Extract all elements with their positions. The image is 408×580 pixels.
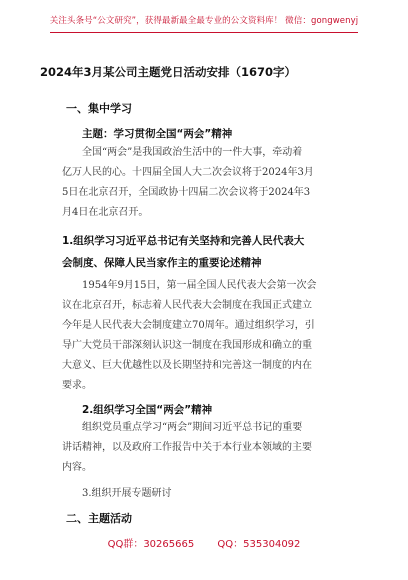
paragraph-line: 月4日在北京召开。 [62,207,149,218]
paragraph-line: 要求。 [62,380,92,391]
header-divider [50,32,358,33]
item2-heading: 2.组织学习全国“两会”精神 [82,404,213,416]
footer-contact [0,535,408,550]
paragraph-line: 内容。 [62,462,92,473]
paragraph-line: 大意义、巨大优越性以及长期坚持和完善这一制度的内在 [62,360,312,371]
footer-qq: QQ：535304092 [217,539,301,550]
section-heading-2: 二、主题活动 [66,512,132,525]
paragraph-line: 今年是人民代表大会制度建立70周年。通过组织学习，引 [62,320,315,331]
document-title: 2024年3月某公司主题党日活动安排（1670字） [40,65,297,79]
item2-paragraph [62,418,356,478]
section-heading-1: 一、集中学习 [66,102,132,115]
heading-line: 1.组织学习习近平总书记有关坚持和完善人民代表大 [62,235,305,247]
footer-qq-group: QQ群：30265665 [107,539,195,550]
item1-paragraph [62,276,356,396]
paragraph-line: 全国“两会”是我国政治生活中的一件大事，牵动着 [82,147,303,158]
paragraph-line: 议在北京召开，标志着人民代表大会制度在我国正式建立 [62,300,312,311]
paragraph-line: 讲话精神，以及政府工作报告中关于本行业本领域的主要 [62,442,312,453]
item1-heading [62,230,356,274]
paragraph-line: 组织党员重点学习“两会”期间习近平总书记的重要 [82,422,303,433]
theme-heading: 主题：学习贯彻全国“两会”精神 [82,128,233,140]
paragraph-line: 亿万人民的心。十四届全国人大二次会议将于2024年3月 [62,167,314,178]
paragraph-line: 导广大党员干部深刻认识这一制度在我国形成和确立的重 [62,340,312,351]
paragraph-line: 1954年9月15日，第一届全国人民代表大会第一次会 [82,280,317,291]
heading-line: 会制度、保障人民当家作主的重要论述精神 [62,257,262,269]
paragraph-line: 5日在北京召开，全国政协十四届二次会议将于2024年3 [62,187,311,198]
header-banner: 关注头条号“公文研究”，获得最新最全最专业的公文资料库！ 微信：gongwenyj [49,16,359,26]
paragraph-line: 3.组织开展专题研讨 [82,488,172,499]
item3-text [82,484,376,504]
intro-paragraph [62,143,356,223]
